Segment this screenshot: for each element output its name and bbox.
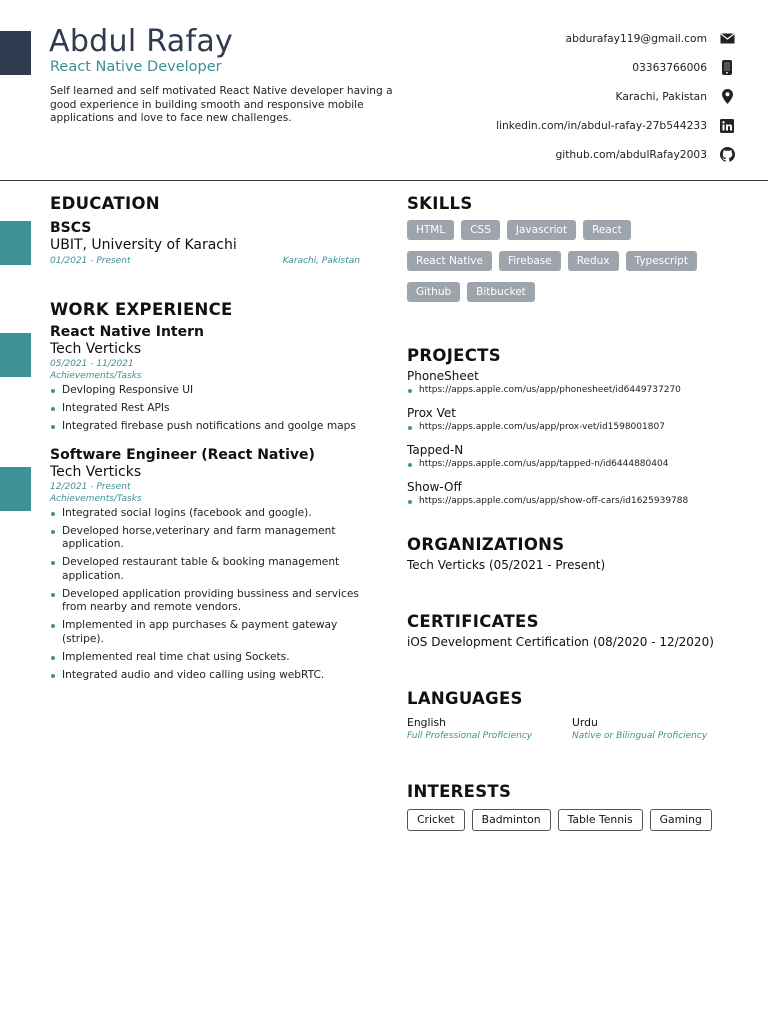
project-link[interactable]: https://apps.apple.com/us/app/prox-vet/id1598001807 [407, 422, 737, 432]
skills-section [407, 194, 737, 313]
interest-list [407, 809, 737, 831]
certificates-section [407, 612, 737, 649]
interest-tag: Cricket [407, 809, 465, 831]
job-entry [50, 324, 360, 434]
contact-phone-text[interactable]: 03363766006 [632, 61, 707, 74]
education-section [50, 194, 360, 266]
education-degree: BSCS [50, 220, 92, 236]
skills-title: SKILLS [407, 194, 473, 213]
job-dates: 05/2021 - 11/2021 [50, 359, 134, 369]
skill-tag: Github [407, 282, 460, 302]
contact-linkedin-text[interactable]: linkedin.com/in/abdul-rafay-27b544233 [496, 119, 707, 132]
github-icon [719, 147, 735, 163]
linkedin-icon [719, 118, 735, 134]
list-item: Integrated Rest APIs [50, 402, 360, 416]
job-title: React Native Intern [50, 324, 204, 340]
list-item: Implemented in app purchases & payment gateway (stripe). [50, 619, 360, 646]
project-link[interactable]: https://apps.apple.com/us/app/phonesheet/id6449737270 [407, 385, 737, 395]
job-task-list [50, 507, 360, 683]
organizations-section [407, 535, 737, 572]
project-name: Tapped-N [407, 443, 464, 457]
education-school: UBIT, University of Karachi [50, 237, 237, 253]
interest-tag: Gaming [650, 809, 712, 831]
right-column [407, 194, 737, 831]
education-title: EDUCATION [50, 194, 160, 213]
skill-tag: React [583, 220, 631, 240]
job-2-marker [0, 467, 31, 511]
list-item: Implemented real time chat using Sockets. [50, 651, 360, 665]
phone-icon [719, 60, 735, 76]
job-company: Tech Verticks [50, 463, 142, 480]
contact-github-text[interactable]: github.com/abdulRafay2003 [555, 148, 707, 161]
interests-section [407, 782, 737, 831]
list-item: Developed application providing bussiness and services from nearby and remote vendors. [50, 588, 360, 615]
skills-list [407, 220, 727, 313]
project-item [407, 443, 737, 469]
job-dates: 12/2021 - Present [50, 481, 131, 492]
contact-linkedin[interactable] [415, 111, 735, 140]
project-name: PhoneSheet [407, 369, 479, 383]
project-name: Prox Vet [407, 406, 456, 420]
project-name: Show-Off [407, 480, 462, 494]
skill-tag: Redux [568, 251, 619, 271]
languages-title: LANGUAGES [407, 689, 523, 708]
skill-tag: Bitbucket [467, 282, 535, 302]
work-section [50, 300, 360, 682]
candidate-role: React Native Developer [50, 59, 222, 75]
contact-location [415, 82, 735, 111]
list-item: Developed restaurant table & booking management application. [50, 556, 360, 583]
contact-location-text: Karachi, Pakistan [615, 90, 707, 103]
job-title: Software Engineer (React Native) [50, 446, 315, 463]
skill-tag: CSS [461, 220, 500, 240]
list-item: Developed horse,veterinary and farm management application. [50, 525, 360, 552]
education-meta [50, 256, 360, 266]
language-name: English [407, 716, 446, 729]
language-item [407, 716, 572, 741]
project-link[interactable]: https://apps.apple.com/us/app/tapped-n/id6444880404 [407, 459, 737, 469]
skill-tag: Typescript [626, 251, 697, 271]
job-entry [50, 447, 360, 683]
job-1-marker [0, 333, 31, 377]
organizations-title: ORGANIZATIONS [407, 535, 565, 554]
contact-email-text[interactable]: abdurafay119@gmail.com [565, 32, 707, 45]
job-company: Tech Verticks [50, 341, 142, 357]
list-item: Devloping Responsive UI [50, 384, 360, 398]
projects-section [407, 346, 737, 506]
job-tasks-label: Achievements/Tasks [50, 493, 142, 504]
project-item [407, 369, 737, 395]
skill-tag: React Native [407, 251, 492, 271]
header-accent-bar [0, 31, 31, 75]
profile-summary: Self learned and self motivated React Native developer having a good experience in building smooth and responsive mobile applications and love to face new challenges. [50, 85, 393, 124]
interests-title: INTERESTS [407, 782, 512, 801]
education-dates: 01/2021 - Present [50, 256, 131, 266]
projects-title: PROJECTS [407, 346, 501, 365]
skill-tag: HTML [407, 220, 454, 240]
job-tasks-label: Achievements/Tasks [50, 371, 142, 381]
languages-section [407, 689, 737, 741]
contact-email[interactable] [415, 24, 735, 53]
language-list [407, 716, 737, 741]
education-location: Karachi, Pakistan [282, 256, 360, 266]
list-item: Integrated social logins (facebook and google). [50, 507, 360, 521]
mail-icon [719, 31, 735, 47]
language-name: Urdu [572, 716, 598, 729]
location-icon [719, 89, 735, 105]
interest-tag: Table Tennis [558, 809, 643, 831]
skill-tag: Javascriot [507, 220, 576, 240]
project-link[interactable]: https://apps.apple.com/us/app/show-off-cars/id1625939788 [407, 496, 737, 506]
certificate-text: iOS Development Certification (08/2020 - 12/2020) [407, 635, 714, 649]
interest-tag: Badminton [472, 809, 551, 831]
contact-github[interactable] [415, 140, 735, 169]
education-marker [0, 221, 31, 265]
project-list [407, 369, 737, 506]
certificates-title: CERTIFICATES [407, 612, 539, 631]
contact-phone[interactable] [415, 53, 735, 82]
left-column [50, 194, 360, 687]
project-item [407, 406, 737, 432]
language-level: Full Professional Proficiency [407, 731, 533, 741]
organization-text: Tech Verticks (05/2021 - Present) [407, 558, 606, 572]
job-task-list [50, 384, 360, 434]
skill-tag: Firebase [499, 251, 561, 271]
contact-list [415, 24, 735, 169]
language-item [572, 716, 737, 741]
work-title: WORK EXPERIENCE [50, 300, 233, 319]
project-item [407, 480, 737, 506]
resume-header [0, 0, 768, 181]
list-item: Integrated firebase push notifications and goolge maps [50, 420, 360, 434]
language-level: Native or Bilingual Proficiency [572, 731, 708, 741]
list-item: Integrated audio and video calling using webRTC. [50, 669, 360, 683]
candidate-name: Abdul Rafay [49, 24, 234, 59]
